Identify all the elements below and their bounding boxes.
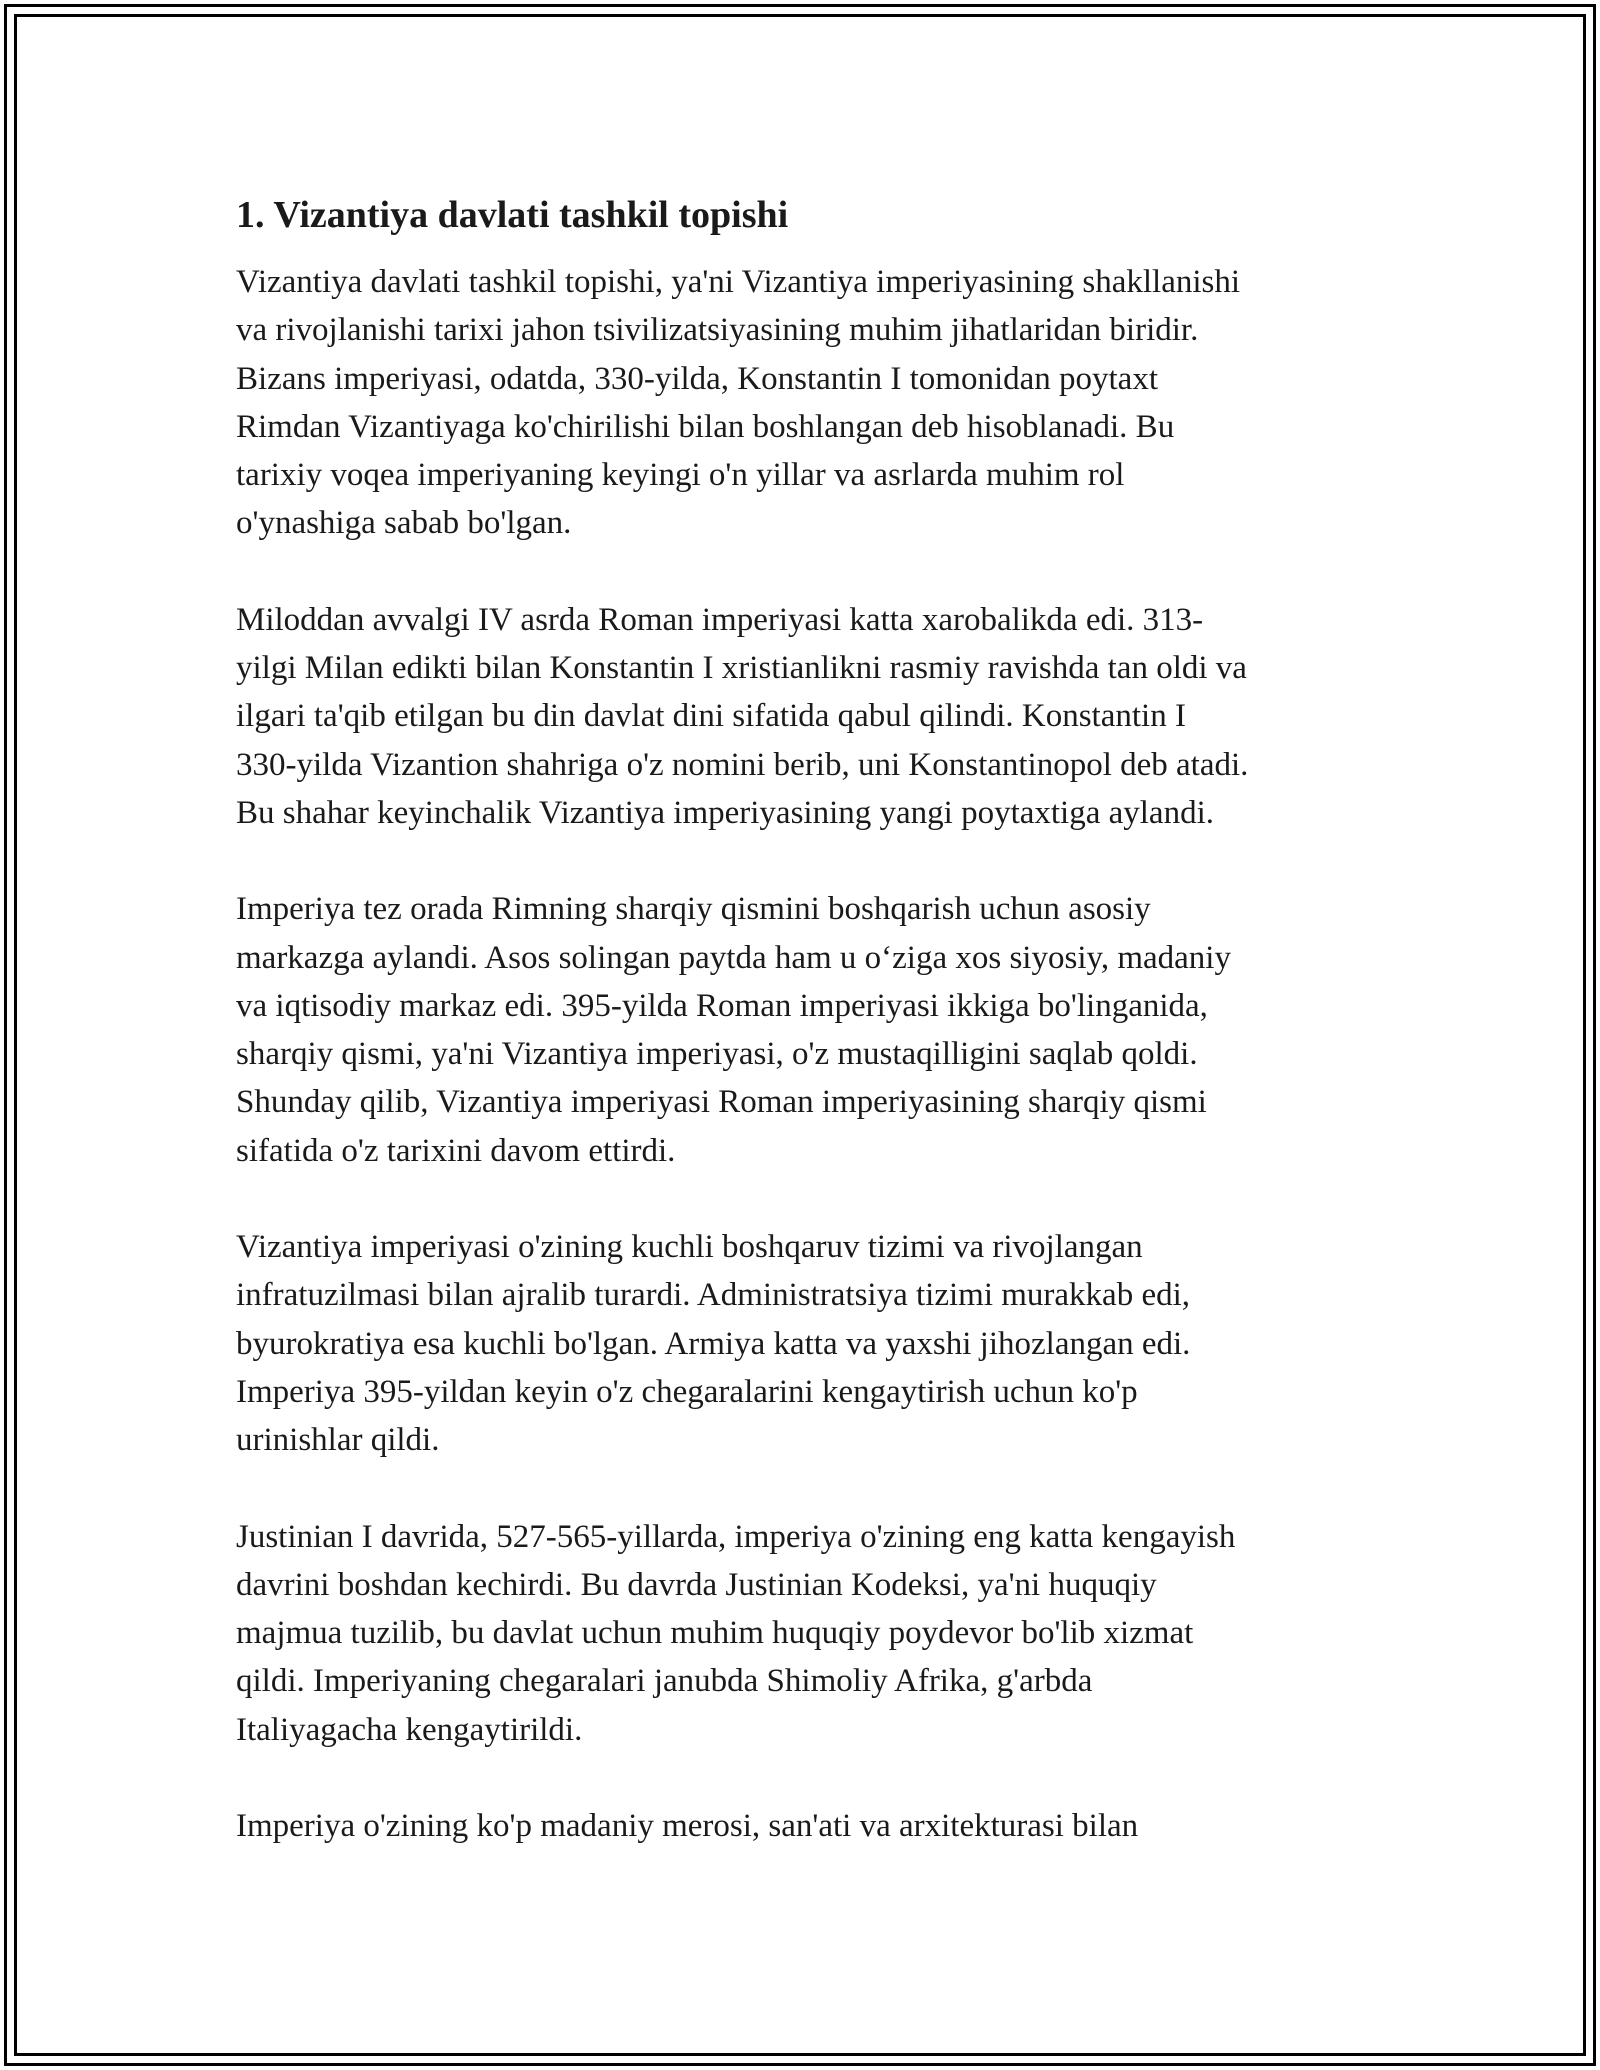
text-line: 330-yilda Vizantion shahriga o'z nomini berib, uni Konstantinopol deb atadi. (236, 746, 1249, 783)
text-line: sifatida o'z tarixini davom ettirdi. (236, 1132, 676, 1169)
text-line: Vizantiya imperiyasi o'zining kuchli boshqaruv tizimi va rivojlangan (236, 1229, 1143, 1266)
text-line: urinishlar qildi. (236, 1422, 440, 1459)
document-title: 1. Vizantiya davlati tashkil topishi (236, 194, 789, 236)
text-line: Imperiya 395-yildan keyin o'z chegaralarini kengaytirish uchun ko'p (236, 1373, 1138, 1410)
paragraph (236, 1223, 1386, 1464)
text-line: Imperiya o'zining ko'p madaniy merosi, san'ati va arxitekturasi bilan (236, 1808, 1139, 1845)
paragraph (236, 885, 1386, 1175)
text-line: Bizans imperiyasi, odatda, 330-yilda, Konstantin I tomonidan poytaxt (236, 360, 1159, 397)
text-line: Bu shahar keyinchalik Vizantiya imperiyasining yangi poytaxtiga aylandi. (236, 794, 1214, 831)
text-line: Shunday qilib, Vizantiya imperiyasi Roman imperiyasining sharqiy qismi (236, 1084, 1207, 1121)
paragraph (236, 1513, 1386, 1754)
paragraph-list (236, 258, 1386, 1850)
text-line: infratuzilmasi bilan ajralib turardi. Administratsiya tizimi murakkab edi, (236, 1277, 1191, 1314)
text-line: yilgi Milan edikti bilan Konstantin I xristianlikni rasmiy ravishda tan oldi va (236, 650, 1247, 687)
text-line: ilgari ta'qib etilgan bu din davlat dini sifatida qabul qilindi. Konstantin I (236, 698, 1186, 735)
text-line: qildi. Imperiyaning chegaralari janubda Shimoliy Afrika, g'arbda (236, 1663, 1093, 1700)
paragraph (236, 1802, 1386, 1850)
text-line: davrini boshdan kechirdi. Bu davrda Justinian Kodeksi, ya'ni huquqiy (236, 1566, 1157, 1603)
text-line: markazga aylandi. Asos solingan paytda ham u o‘ziga xos siyosiy, madaniy (236, 939, 1231, 976)
text-line: majmua tuzilib, bu davlat uchun muhim huquqiy poydevor bo'lib xizmat (236, 1615, 1194, 1652)
document-body (236, 186, 1386, 1898)
text-line: byurokratiya esa kuchli bo'lgan. Armiya katta va yaxshi jihozlangan edi. (236, 1325, 1191, 1362)
paragraph (236, 596, 1386, 837)
text-line: Justinian I davrida, 527-565-yillarda, imperiya o'zining eng katta kengayish (236, 1518, 1236, 1555)
text-line: va rivojlanishi tarixi jahon tsivilizatsiyasining muhim jihatlaridan biridir. (236, 312, 1199, 349)
text-line: Rimdan Vizantiyaga ko'chirilishi bilan boshlangan deb hisoblanadi. Bu (236, 408, 1175, 445)
text-line: Miloddan avvalgi IV asrda Roman imperiyasi katta xarobalikda edi. 313- (236, 601, 1204, 638)
text-line: tarixiy voqea imperiyaning keyingi o'n yillar va asrlarda muhim rol (236, 457, 1125, 494)
text-line: Imperiya tez orada Rimning sharqiy qismini boshqarish uchun asosiy (236, 891, 1151, 928)
text-line: sharqiy qismi, ya'ni Vizantiya imperiyasi, o'z mustaqilligini saqlab qoldi. (236, 1036, 1198, 1073)
paragraph (236, 258, 1386, 548)
text-line: Italiyagacha kengaytirildi. (236, 1711, 583, 1748)
text-line: Vizantiya davlati tashkil topishi, ya'ni Vizantiya imperiyasining shakllanishi (236, 264, 1241, 300)
text-line: o'ynashiga sabab bo'lgan. (236, 505, 572, 542)
text-line: va iqtisodiy markaz edi. 395-yilda Roman imperiyasi ikkiga bo'linganida, (236, 987, 1208, 1024)
